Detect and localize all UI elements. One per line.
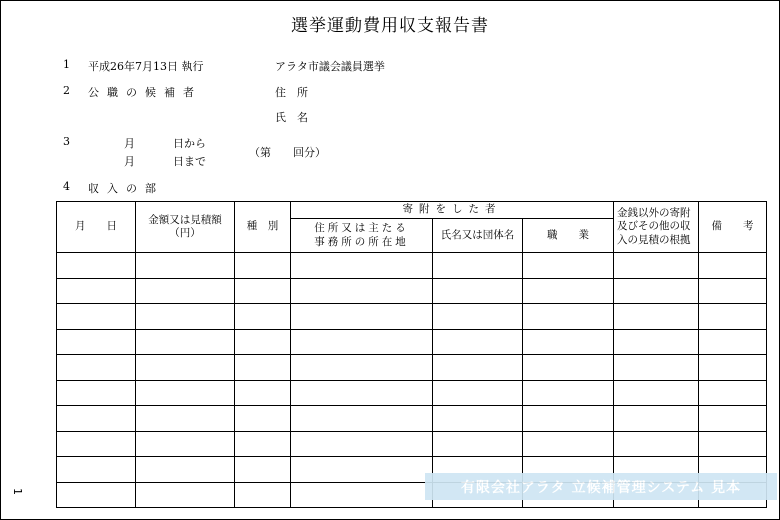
- table-cell[interactable]: [57, 253, 136, 279]
- table-cell[interactable]: [136, 457, 235, 483]
- table-cell[interactable]: [699, 278, 767, 304]
- sample-watermark: 有限会社アラタ 立候補管理システム 見本: [425, 473, 777, 500]
- table-cell[interactable]: [291, 304, 433, 330]
- table-cell[interactable]: [57, 355, 136, 381]
- table-cell[interactable]: [523, 304, 614, 330]
- table-cell[interactable]: [433, 431, 523, 457]
- table-cell[interactable]: [235, 431, 291, 457]
- table-cell[interactable]: [235, 406, 291, 432]
- table-cell[interactable]: [57, 304, 136, 330]
- candidate-name-label: 氏 名: [275, 111, 308, 124]
- table-cell[interactable]: [57, 406, 136, 432]
- header-estimate-basis: 金銭以外の寄附 及びその他の収 入の見積の根拠: [614, 202, 699, 253]
- table-cell[interactable]: [614, 406, 699, 432]
- table-cell[interactable]: [614, 355, 699, 381]
- table-cell[interactable]: [57, 457, 136, 483]
- table-cell[interactable]: [699, 380, 767, 406]
- table-cell[interactable]: [614, 380, 699, 406]
- table-cell[interactable]: [614, 253, 699, 279]
- table-cell[interactable]: [235, 457, 291, 483]
- table-cell[interactable]: [57, 380, 136, 406]
- table-cell[interactable]: [291, 482, 433, 508]
- period-end-day: 日まで: [173, 155, 206, 168]
- period-start-month: 月: [124, 137, 135, 150]
- table-cell[interactable]: [523, 380, 614, 406]
- table-cell[interactable]: [291, 278, 433, 304]
- table-cell[interactable]: [433, 355, 523, 381]
- table-cell[interactable]: [523, 431, 614, 457]
- period-start-day: 日から: [173, 137, 206, 150]
- table-cell[interactable]: [235, 278, 291, 304]
- table-cell[interactable]: [699, 329, 767, 355]
- table-cell[interactable]: [433, 406, 523, 432]
- table-cell[interactable]: [614, 431, 699, 457]
- section-1-number: 1: [63, 58, 70, 71]
- page-number: 1: [11, 488, 24, 495]
- table-cell[interactable]: [291, 329, 433, 355]
- table-row: [57, 304, 767, 330]
- table-cell[interactable]: [523, 355, 614, 381]
- table-row: [57, 355, 767, 381]
- document-title: 選挙運動費用収支報告書: [291, 16, 489, 36]
- header-date: 月 日: [57, 202, 136, 253]
- table-row: [57, 253, 767, 279]
- table-cell[interactable]: [291, 457, 433, 483]
- table-cell[interactable]: [235, 253, 291, 279]
- table-cell[interactable]: [433, 380, 523, 406]
- header-remarks: 備 考: [699, 202, 767, 253]
- section-2-number: 2: [63, 84, 70, 97]
- header-donor-occupation: 職 業: [523, 219, 614, 253]
- table-cell[interactable]: [291, 380, 433, 406]
- header-type: 種 別: [235, 202, 291, 253]
- header-donor-group: 寄附をした者: [291, 202, 614, 219]
- table-cell[interactable]: [136, 431, 235, 457]
- table-cell[interactable]: [235, 482, 291, 508]
- table-cell[interactable]: [699, 355, 767, 381]
- table-cell[interactable]: [699, 406, 767, 432]
- table-cell[interactable]: [136, 304, 235, 330]
- table-row: [57, 380, 767, 406]
- table-cell[interactable]: [523, 278, 614, 304]
- table-cell[interactable]: [291, 253, 433, 279]
- table-cell[interactable]: [433, 278, 523, 304]
- table-cell[interactable]: [699, 431, 767, 457]
- table-cell[interactable]: [433, 304, 523, 330]
- candidate-address-label: 住 所: [275, 86, 308, 99]
- table-row: [57, 406, 767, 432]
- table-cell[interactable]: [57, 278, 136, 304]
- table-cell[interactable]: [523, 406, 614, 432]
- table-row: [57, 329, 767, 355]
- table-cell[interactable]: [291, 406, 433, 432]
- table-cell[interactable]: [136, 253, 235, 279]
- table-cell[interactable]: [136, 329, 235, 355]
- table-cell[interactable]: [57, 431, 136, 457]
- report-sequence: （第 回分）: [249, 146, 326, 159]
- header-amount: 金額又は見積額 （円）: [136, 202, 235, 253]
- election-name: アラタ市議会議員選挙: [275, 60, 385, 73]
- table-cell[interactable]: [57, 329, 136, 355]
- table-row: [57, 278, 767, 304]
- header-donor-address: 住所又は主たる 事務所の所在地: [291, 219, 433, 253]
- table-cell[interactable]: [614, 304, 699, 330]
- table-cell[interactable]: [57, 482, 136, 508]
- period-end-month: 月: [124, 155, 135, 168]
- header-donor-name: 氏名又は団体名: [433, 219, 523, 253]
- table-cell[interactable]: [136, 355, 235, 381]
- table-cell[interactable]: [614, 278, 699, 304]
- table-cell[interactable]: [699, 253, 767, 279]
- section-4-number: 4: [63, 180, 70, 193]
- table-cell[interactable]: [291, 431, 433, 457]
- table-row: [57, 431, 767, 457]
- section-3-number: 3: [63, 135, 70, 148]
- table-cell[interactable]: [523, 329, 614, 355]
- table-cell[interactable]: [235, 304, 291, 330]
- table-cell[interactable]: [291, 355, 433, 381]
- table-cell[interactable]: [523, 253, 614, 279]
- table-cell[interactable]: [614, 329, 699, 355]
- table-cell[interactable]: [136, 406, 235, 432]
- table-cell[interactable]: [433, 329, 523, 355]
- table-cell[interactable]: [136, 482, 235, 508]
- table-cell[interactable]: [699, 304, 767, 330]
- candidate-label: 公職の候補者: [88, 86, 202, 99]
- income-section-label: 収入の部: [88, 182, 164, 195]
- table-cell[interactable]: [235, 329, 291, 355]
- income-table: [56, 201, 767, 508]
- table-cell[interactable]: [235, 380, 291, 406]
- election-date: 平成26年7月13日 執行: [88, 60, 204, 73]
- table-cell[interactable]: [136, 380, 235, 406]
- table-cell[interactable]: [235, 355, 291, 381]
- table-cell[interactable]: [433, 253, 523, 279]
- table-cell[interactable]: [136, 278, 235, 304]
